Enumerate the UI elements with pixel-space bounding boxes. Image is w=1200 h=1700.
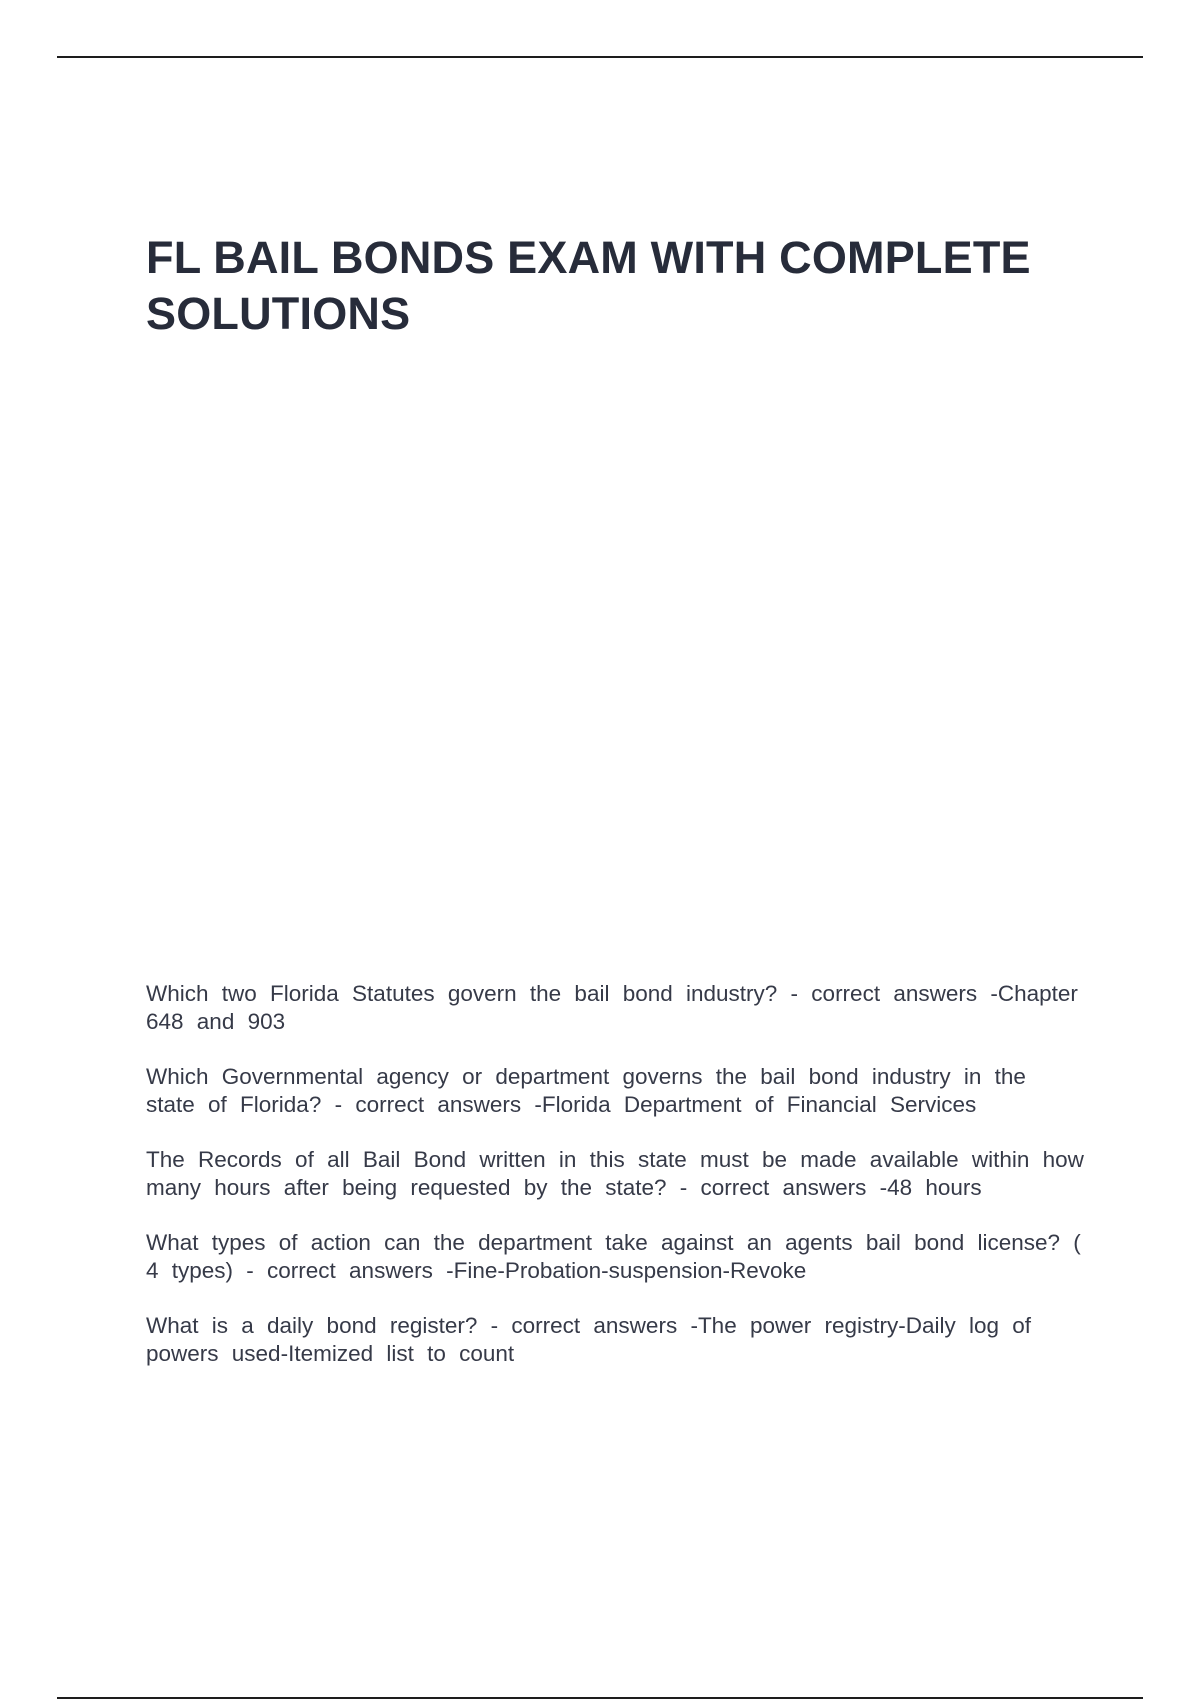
qa-answer: Florida Department of Financial Services [541, 1092, 977, 1117]
qa-item [146, 980, 1086, 1036]
qa-item [146, 1063, 1086, 1119]
qa-question: What types of action can the department take against an agents bail bond license? ( 4 types) - correct answers - [146, 1230, 1081, 1283]
qa-item [146, 1312, 1086, 1368]
top-rule [57, 56, 1143, 58]
qa-item [146, 1229, 1086, 1285]
qa-list [146, 980, 1086, 1395]
qa-question: What is a daily bond register? - correct answers - [146, 1313, 698, 1338]
qa-answer: 48 hours [887, 1175, 982, 1200]
document-title: FL BAIL BONDS EXAM WITH COMPLETE SOLUTIONS [146, 232, 1031, 339]
qa-question: The Records of all Bail Bond written in this state must be made available within how many hours after being requested by the state? - correct answers - [146, 1147, 1084, 1200]
bottom-rule [57, 1697, 1143, 1699]
qa-answer: The power registry-Daily log of powers used-Itemized list to count [146, 1313, 1032, 1366]
qa-question: Which Governmental agency or department governs the bail bond industry in the state of Florida? - correct answers - [146, 1064, 1026, 1117]
qa-answer: Chapter 648 and 903 [146, 981, 1078, 1034]
qa-question: Which two Florida Statutes govern the bail bond industry? - correct answers - [146, 981, 998, 1006]
qa-item [146, 1146, 1086, 1202]
qa-answer: Fine-Probation-suspension-Revoke [453, 1258, 807, 1283]
